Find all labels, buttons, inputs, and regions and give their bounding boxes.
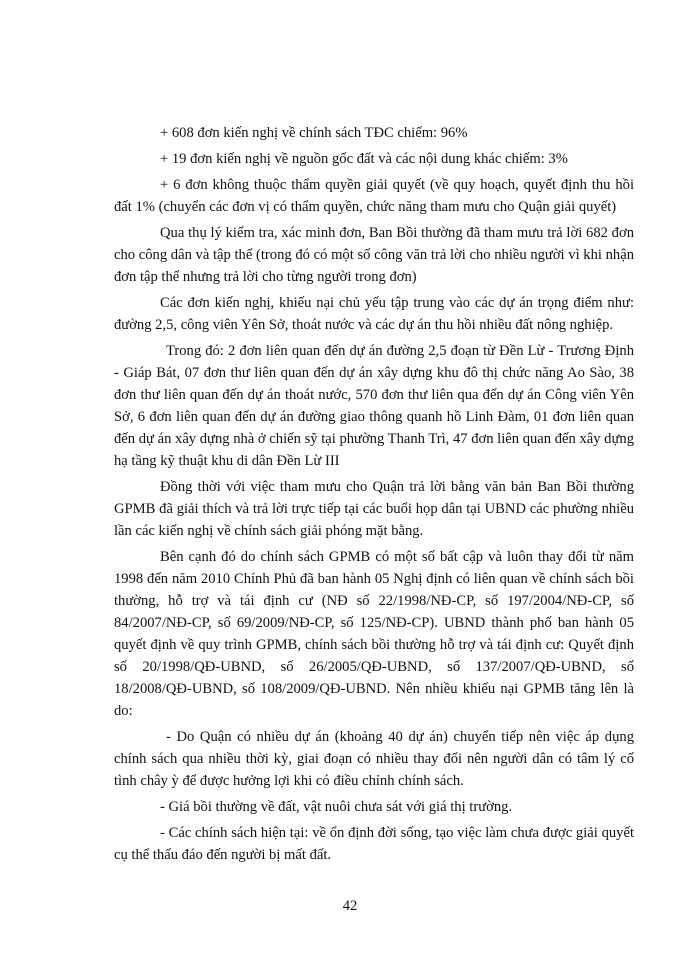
paragraph-verification: Qua thụ lý kiểm tra, xác minh đơn, Ban Bồi thường đã tham mưu trả lời 682 đơn cho công dân và tập thể (trong đó có một số công văn trả lời cho nhiều người vì khi nhận đơn tập thể nhưng trả lời cho từng người trong đơn) — [114, 225, 634, 285]
paragraph-tdc-policy: + 608 đơn kiến nghị về chính sách TĐC chiếm: 96% — [160, 125, 468, 141]
document-body — [114, 122, 634, 866]
paragraph-reason-livelihood: - Các chính sách hiện tại: về ổn định đời sống, tạo việc làm chưa được giải quyết cụ thể thấu đáo đến người bị mất đất. — [114, 825, 634, 863]
paragraph-direct-explanation: Đồng thời với việc tham mưu cho Quận trả lời bằng văn bản Ban Bồi thường GPMB đã giải thích và trả lời trực tiếp tại các buổi họp dân tại UBND các phường nhiều lần các kiến nghị về chính sách giải phóng mặt bằng. — [114, 479, 634, 539]
paragraph-reason-price: - Giá bồi thường về đất, vật nuôi chưa sát với giá thị trường. — [160, 799, 513, 815]
paragraph-project-breakdown: Trong đó: 2 đơn liên quan đến dự án đường 2,5 đoạn từ Đền Lừ - Trương Định - Giáp Bát, 07 đơn thư liên quan đến dự án xây dựng khu đô thị chức năng Ao Sào, 38 đơn thư liên quan đến dự án thoát nước, 570 đơn thư liên qua đến dự án Công viên Yên Sở, 6 đơn liên quan đến dự án đường giao thông quanh hồ Linh Đàm, 01 đơn liên quan đến dự án xây dựng nhà ở chiến sỹ tại phường Thanh Trì, 47 đơn liên quan đến xây dựng hạ tầng kỹ thuật khu di dân Đền Lừ III — [114, 343, 634, 469]
paragraph-key-projects: Các đơn kiến nghị, khiếu nại chủ yếu tập trung vào các dự án trọng điểm như: đường 2,5, công viên Yên Sở, thoát nước và các dự án thu hồi nhiều đất nông nghiệp. — [114, 295, 634, 333]
paragraph-reason-transition: - Do Quận có nhiều dự án (khoảng 40 dự án) chuyển tiếp nên việc áp dụng chính sách qua nhiều thời kỳ, giai đoạn có nhiều thay đổi nên người dân có tâm lý cố tình chây ỳ để được hưởng lợi khi có điều chỉnh chính sách. — [114, 729, 634, 789]
page-number: 42 — [342, 898, 358, 914]
paragraph-policy-changes: Bên cạnh đó do chính sách GPMB có một số bất cập và luôn thay đổi từ năm 1998 đến năm 2010 Chính Phủ đã ban hành 05 Nghị định có liên quan về chính sách bồi thường, hỗ trợ và tái định cư (NĐ số 22/1998/NĐ-CP, số 197/2004/NĐ-CP, số 84/2007/NĐ-CP, số 69/2009/NĐ-CP, số 125/NĐ-CP). UBND thành phố ban hành 05 quyết định về quy trình GPMB, chính sách bồi thường hỗ trợ và tái định cư: Quyết định số 20/1998/QĐ-UBND, số 26/2005/QĐ-UBND, số 137/2007/QĐ-UBND, số 18/2008/QĐ-UBND, số 108/2009/QĐ-UBND. Nên nhiều khiếu nại GPMB tăng lên là do: — [114, 549, 634, 719]
paragraph-land-origin: + 19 đơn kiến nghị về nguồn gốc đất và các nội dung khác chiếm: 3% — [160, 151, 568, 167]
paragraph-out-of-authority: + 6 đơn không thuộc thẩm quyền giải quyết (về quy hoạch, quyết định thu hồi đất 1% (chuyển các đơn vị có thẩm quyền, chức năng tham mưu cho Quận giải quyết) — [114, 177, 634, 215]
